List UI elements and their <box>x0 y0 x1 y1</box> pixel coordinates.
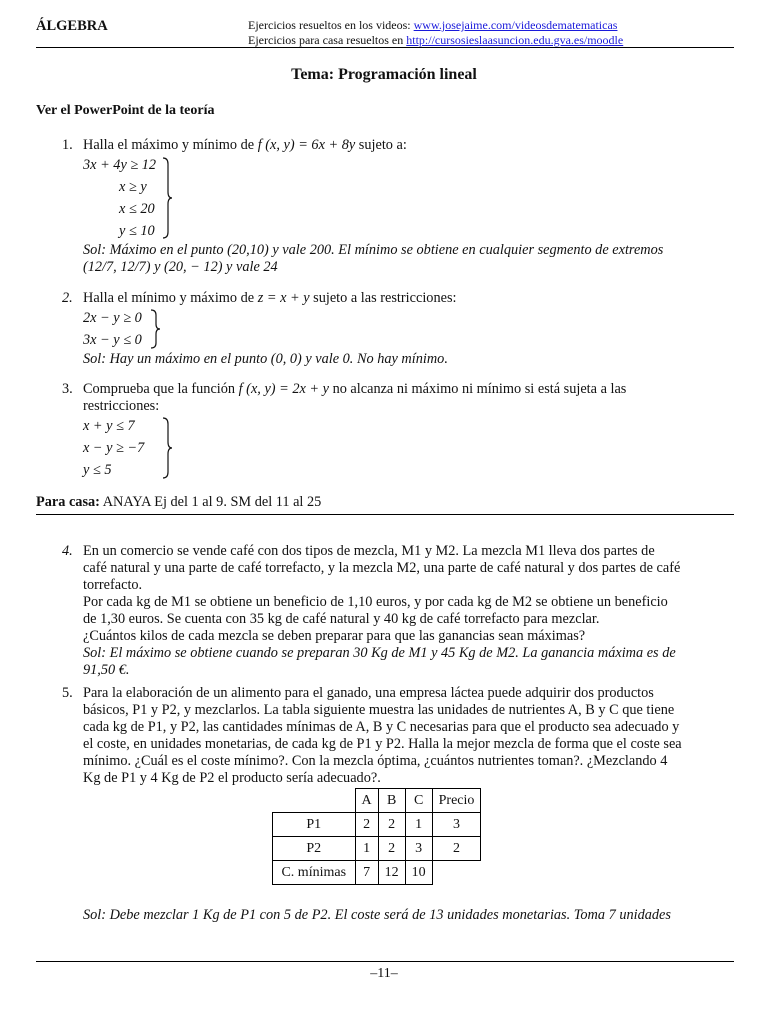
table-header-cell: C <box>405 789 432 813</box>
table-cell: 3 <box>432 813 481 837</box>
statement-line: cada kg de P1, y P2, las cantidades mínimas de A, B y C necesarias para que el producto sea adecuado y <box>83 719 680 735</box>
objective-function: f (x, y) = 6x + 8y <box>257 137 356 153</box>
constraint: 3x + 4y ≥ 12 <box>83 157 157 173</box>
constraint: x ≥ y <box>119 179 147 195</box>
table-cell: 2 <box>378 837 405 861</box>
brace-icon <box>161 415 173 481</box>
moodle-link[interactable]: http://cursosieslaasuncion.edu.gva.es/moodle <box>406 33 624 47</box>
nutrient-table <box>272 788 481 885</box>
statement-line: de 1,30 euros. Se cuenta con 35 kg de café natural y 40 kg de café torrefacto para mezclar. <box>83 611 600 627</box>
section-divider <box>36 514 734 515</box>
table-cell: 7 <box>355 861 378 885</box>
exercise-number: 2. <box>62 290 73 306</box>
constraint: y ≤ 10 <box>119 223 155 239</box>
constraint: 3x − y ≤ 0 <box>83 332 142 348</box>
table-row <box>273 837 481 861</box>
statement-text: Halla el máximo y mínimo de <box>83 137 255 153</box>
header-divider <box>36 47 734 48</box>
homework-line <box>36 494 321 511</box>
page-title: Tema: Programación lineal <box>291 66 477 83</box>
statement-line: Para la elaboración de un alimento para el ganado, una empresa láctea puede adquirir dos productos <box>83 685 654 701</box>
brace-icon <box>161 154 173 242</box>
statement-text: sujeto a: <box>358 137 407 153</box>
solution-line: 91,50 €. <box>83 662 130 678</box>
table-cell <box>432 861 481 885</box>
header-line1-text: Ejercicios resueltos en los videos: <box>248 18 411 32</box>
header-links <box>248 18 623 48</box>
videos-link[interactable]: www.josejaime.com/videosdematematicas <box>413 18 618 32</box>
statement-text: restricciones: <box>83 398 160 414</box>
constraint: 2x − y ≥ 0 <box>83 310 142 326</box>
statement-line: mínimo. ¿Cuál es el coste mínimo?. Con la mezcla óptima, ¿cuántos nutrientes toman?. ¿Mezclando 4 <box>83 753 668 769</box>
table-header-cell: A <box>355 789 378 813</box>
solution: Sol: Hay un máximo en el punto (0, 0) y vale 0. No hay mínimo. <box>83 351 448 367</box>
table-header-cell: Precio <box>432 789 481 813</box>
statement-text: no alcanza ni máximo ni mínimo si está sujeta a las <box>332 381 627 397</box>
constraint-system <box>83 415 738 481</box>
constraint-system <box>83 307 738 351</box>
homework-label: Para casa: <box>36 494 100 510</box>
exercise-statement <box>83 137 738 154</box>
exercise-number: 4. <box>62 543 73 559</box>
table-cell: 2 <box>355 813 378 837</box>
subject-label: ÁLGEBRA <box>36 18 108 34</box>
constraint: x + y ≤ 7 <box>83 418 135 434</box>
statement-text: sujeto a las restricciones: <box>313 290 457 306</box>
statement-line: torrefacto. <box>83 577 143 593</box>
table-cell: P2 <box>273 837 356 861</box>
table-cell: 1 <box>355 837 378 861</box>
page-header <box>36 16 736 50</box>
exercise-4 <box>62 543 738 679</box>
table-header-row <box>273 789 481 813</box>
exercise-statement <box>83 381 738 398</box>
solution <box>83 242 738 276</box>
solution-line: Sol: El máximo se obtiene cuando se preparan 30 Kg de M1 y 45 Kg de M2. La ganancia máxima es de <box>83 645 676 661</box>
page-number: –11– <box>370 966 398 981</box>
solution-line: Sol: Máximo en el punto (20,10) y vale 200. El mínimo se obtiene en cualquier segmento de extremos <box>83 242 664 258</box>
solution-line: Sol: Debe mezclar 1 Kg de P1 con 5 de P2. El coste será de 13 unidades monetarias. Toma 7 unidades <box>83 907 671 923</box>
statement-text: Halla el mínimo y máximo de <box>83 290 255 306</box>
table-cell: C. mínimas <box>273 861 356 885</box>
exercise-1 <box>62 137 738 276</box>
brace-icon <box>149 307 161 351</box>
statement-line: Kg de P1 y 4 Kg de P2 el producto sería adecuado?. <box>83 770 381 786</box>
table-cell: 12 <box>378 861 405 885</box>
powerpoint-note: Ver el PowerPoint de la teoría <box>36 103 215 118</box>
table-cell <box>273 789 356 813</box>
exercise-statement <box>83 290 738 307</box>
constraint: x − y ≥ −7 <box>83 440 145 456</box>
statement-line: el coste, en unidades monetarias, de cada kg de P1 y P2. Halla la mejor mezcla de forma que el coste sea <box>83 736 682 752</box>
exercise-number: 3. <box>62 381 73 397</box>
constraint-system <box>83 154 738 242</box>
constraint: y ≤ 5 <box>83 462 112 478</box>
exercise-number: 5. <box>62 685 73 701</box>
exercise-5 <box>62 685 738 787</box>
footer-divider <box>36 961 734 962</box>
statement-line: ¿Cuántos kilos de cada mezcla se deben preparar para que las ganancias sean máximas? <box>83 628 586 644</box>
exercise-2 <box>62 290 738 368</box>
statement-text: Comprueba que la función <box>83 381 236 397</box>
table-cell: 2 <box>432 837 481 861</box>
table-cell: 1 <box>405 813 432 837</box>
homework-text: ANAYA Ej del 1 al 9. SM del 11 al 25 <box>102 494 322 510</box>
constraint: x ≤ 20 <box>119 201 155 217</box>
statement-line: En un comercio se vende café con dos tipos de mezcla, M1 y M2. La mezcla M1 lleva dos partes de <box>83 543 655 559</box>
table-row <box>273 813 481 837</box>
table-cell: 2 <box>378 813 405 837</box>
solution-line: (12/7, 12/7) y (20, − 12) y vale 24 <box>83 259 278 275</box>
statement-line: Por cada kg de M1 se obtiene un beneficio de 1,10 euros, y por cada kg de M2 se obtiene un beneficio <box>83 594 668 610</box>
table-row <box>273 861 481 885</box>
table-header-cell: B <box>378 789 405 813</box>
statement-line: café natural y una parte de café torrefacto, y la mezcla M2, una parte de café natural y dos partes de café <box>83 560 681 576</box>
exercise-number: 1. <box>62 137 73 153</box>
exercise-statement <box>83 543 738 645</box>
exercise-5-solution <box>62 907 738 924</box>
objective-function: f (x, y) = 2x + y <box>238 381 329 397</box>
objective-function: z = x + y <box>257 290 310 306</box>
table-cell: P1 <box>273 813 356 837</box>
table-cell: 10 <box>405 861 432 885</box>
exercise-3 <box>62 381 738 481</box>
statement-line: básicos, P1 y P2, y mezclarlos. La tabla siguiente muestra las unidades de nutrientes A, B y C que tiene <box>83 702 675 718</box>
table-cell: 3 <box>405 837 432 861</box>
solution <box>83 645 738 679</box>
header-line2-text: Ejercicios para casa resueltos en <box>248 33 404 47</box>
exercise-statement <box>83 685 738 787</box>
